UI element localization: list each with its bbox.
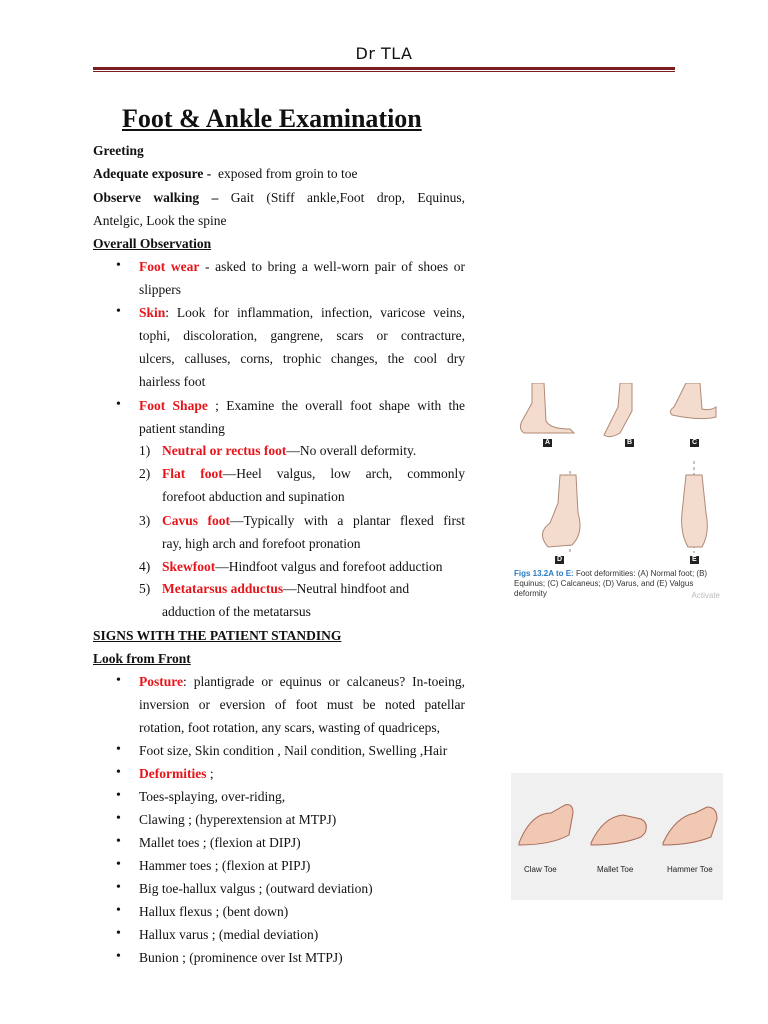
foot-size-item: Foot size, Skin condition , Nail condition, Swelling ,Hair xyxy=(139,743,448,758)
shape-item xyxy=(162,580,409,598)
posture-line-2 xyxy=(139,696,465,714)
deformity-item: Big toe-hallux valgus ; (outward deviation) xyxy=(139,881,373,896)
bullet: • xyxy=(116,304,121,319)
walking-text-2: Antelgic, Look the spine xyxy=(93,213,227,228)
standing-heading: SIGNS WITH THE PATIENT STANDING xyxy=(93,628,342,643)
shape-item xyxy=(162,442,416,460)
figure-label-c: C xyxy=(692,439,698,446)
posture-text-2: inversion or eversion of foot must be noted patellar xyxy=(139,697,465,712)
shape-item xyxy=(162,558,442,576)
figure-caption-head: Figs 13.2A to E: xyxy=(514,569,574,578)
footwear-text: - asked to bring a well-worn pair of shoes or xyxy=(199,259,465,274)
shape-item-text: —Typically with a plantar flexed first xyxy=(230,513,465,528)
foot-deformities-figure xyxy=(510,383,722,608)
shape-item-text: —Neutral hindfoot and xyxy=(283,581,410,596)
list-number: 2) xyxy=(139,466,151,481)
shape-item-text: —Hindfoot valgus and forefoot adduction xyxy=(215,559,443,574)
bullet: • xyxy=(116,765,121,780)
claw-toe-label: Claw Toe xyxy=(524,865,557,874)
footwear-text-2: slippers xyxy=(139,282,181,297)
posture-text: : plantigrade or equinus or calcaneus? In-toeing, xyxy=(183,674,465,689)
bullet: • xyxy=(116,857,121,872)
exposure-line xyxy=(93,165,358,183)
figure-caption-text: Foot deformities: (A) Normal foot; (B) Equinus; (C) Calcaneus; (D) Varus, and (E) Valgus deformity xyxy=(514,569,708,598)
skin-label: Skin xyxy=(139,305,166,320)
deformity-item: Hallux flexus ; (bent down) xyxy=(139,904,289,919)
list-number: 3) xyxy=(139,513,151,528)
shape-item-label: Cavus foot xyxy=(162,513,231,528)
bullet: • xyxy=(116,397,121,412)
skin-line-2 xyxy=(139,327,465,345)
walking-line xyxy=(93,189,465,207)
figure-label-a: A xyxy=(545,439,551,446)
posture-line xyxy=(139,673,465,691)
shape-item xyxy=(162,465,465,483)
figure-label-e: E xyxy=(692,556,697,563)
list-number: 1) xyxy=(139,443,151,458)
front-heading: Look from Front xyxy=(93,651,191,666)
shape-item-label: Metatarsus adductus xyxy=(162,581,284,596)
shape-label: Foot Shape xyxy=(139,398,208,413)
mallet-toe-label: Mallet Toe xyxy=(597,865,634,874)
bullet: • xyxy=(116,926,121,941)
overall-observation-heading: Overall Observation xyxy=(93,236,212,251)
skin-text-4: hairless foot xyxy=(139,374,206,389)
posture-text-3: rotation, foot rotation, any scars, wasting of quadriceps, xyxy=(139,720,441,735)
footwear-label: Foot wear xyxy=(139,259,200,274)
deformity-item: Mallet toes ; (flexion at DIPJ) xyxy=(139,835,301,850)
shape-text-2: patient standing xyxy=(139,421,225,436)
bullet: • xyxy=(116,673,121,688)
shape-line xyxy=(139,397,465,415)
skin-text-2: tophi, discoloration, gangrene, scars or contracture, xyxy=(139,328,465,343)
figure-label-b: B xyxy=(627,439,633,446)
page-header: Dr TLA xyxy=(355,44,413,63)
skin-line-3 xyxy=(139,350,465,368)
footwear-line xyxy=(139,258,465,276)
bullet: • xyxy=(116,258,121,273)
walking-text: Gait (Stiff ankle,Foot drop, Equinus, xyxy=(230,190,465,205)
shape-item-text-2: ray, high arch and forefoot pronation xyxy=(162,536,361,551)
bullet: • xyxy=(116,834,121,849)
bullet: • xyxy=(116,788,121,803)
page-title: Foot & Ankle Examination xyxy=(122,104,422,133)
shape-item-label: Neutral or rectus foot xyxy=(162,443,287,458)
bullet: • xyxy=(116,949,121,964)
toe-deformities-illustration xyxy=(511,773,723,863)
walking-label: Observe walking – xyxy=(93,190,219,205)
deformities-line xyxy=(139,765,214,783)
skin-text: : Look for inflammation, infection, varicose veins, xyxy=(165,305,465,320)
foot-deformities-illustration xyxy=(510,383,722,569)
figure-label-d: D xyxy=(557,556,563,563)
deformity-item: Bunion ; (prominence over Ist MTPJ) xyxy=(139,950,343,965)
list-number: 5) xyxy=(139,581,151,596)
skin-text-3: ulcers, calluses, corns, trophic changes, the cool dry xyxy=(139,351,465,366)
list-number: 4) xyxy=(139,559,151,574)
posture-label: Posture xyxy=(139,674,183,689)
deformity-item: Hallux varus ; (medial deviation) xyxy=(139,927,319,942)
shape-item-label: Flat foot xyxy=(162,466,223,481)
bullet: • xyxy=(116,811,121,826)
deformity-item: Hammer toes ; (flexion at PIPJ) xyxy=(139,858,311,873)
activate-watermark: Activate xyxy=(691,591,720,600)
shape-item-label: Skewfoot xyxy=(162,559,216,574)
deformity-item: Toes-splaying, over-riding, xyxy=(139,789,286,804)
bullet: • xyxy=(116,880,121,895)
deformities-text: ; xyxy=(206,766,214,781)
toe-deformities-figure xyxy=(511,773,723,900)
exposure-text: exposed from groin to toe xyxy=(218,166,358,181)
deformity-item: Clawing ; (hyperextension at MTPJ) xyxy=(139,812,337,827)
header-rule xyxy=(93,67,675,70)
bullet: • xyxy=(116,742,121,757)
shape-item xyxy=(162,512,465,530)
deformities-label: Deformities xyxy=(139,766,207,781)
header-rule-thin xyxy=(93,71,675,72)
hammer-toe-label: Hammer Toe xyxy=(667,865,713,874)
shape-item-text: —Heel valgus, low arch, commonly xyxy=(222,466,465,481)
shape-text: ; Examine the overall foot shape with the xyxy=(207,398,465,413)
shape-item-text: —No overall deformity. xyxy=(286,443,417,458)
greeting: Greeting xyxy=(93,143,144,158)
bullet: • xyxy=(116,903,121,918)
skin-line xyxy=(139,304,465,322)
exposure-label: Adequate exposure - xyxy=(93,166,212,181)
shape-item-text-2: adduction of the metatarsus xyxy=(162,604,311,619)
shape-item-text-2: forefoot abduction and supination xyxy=(162,489,345,504)
